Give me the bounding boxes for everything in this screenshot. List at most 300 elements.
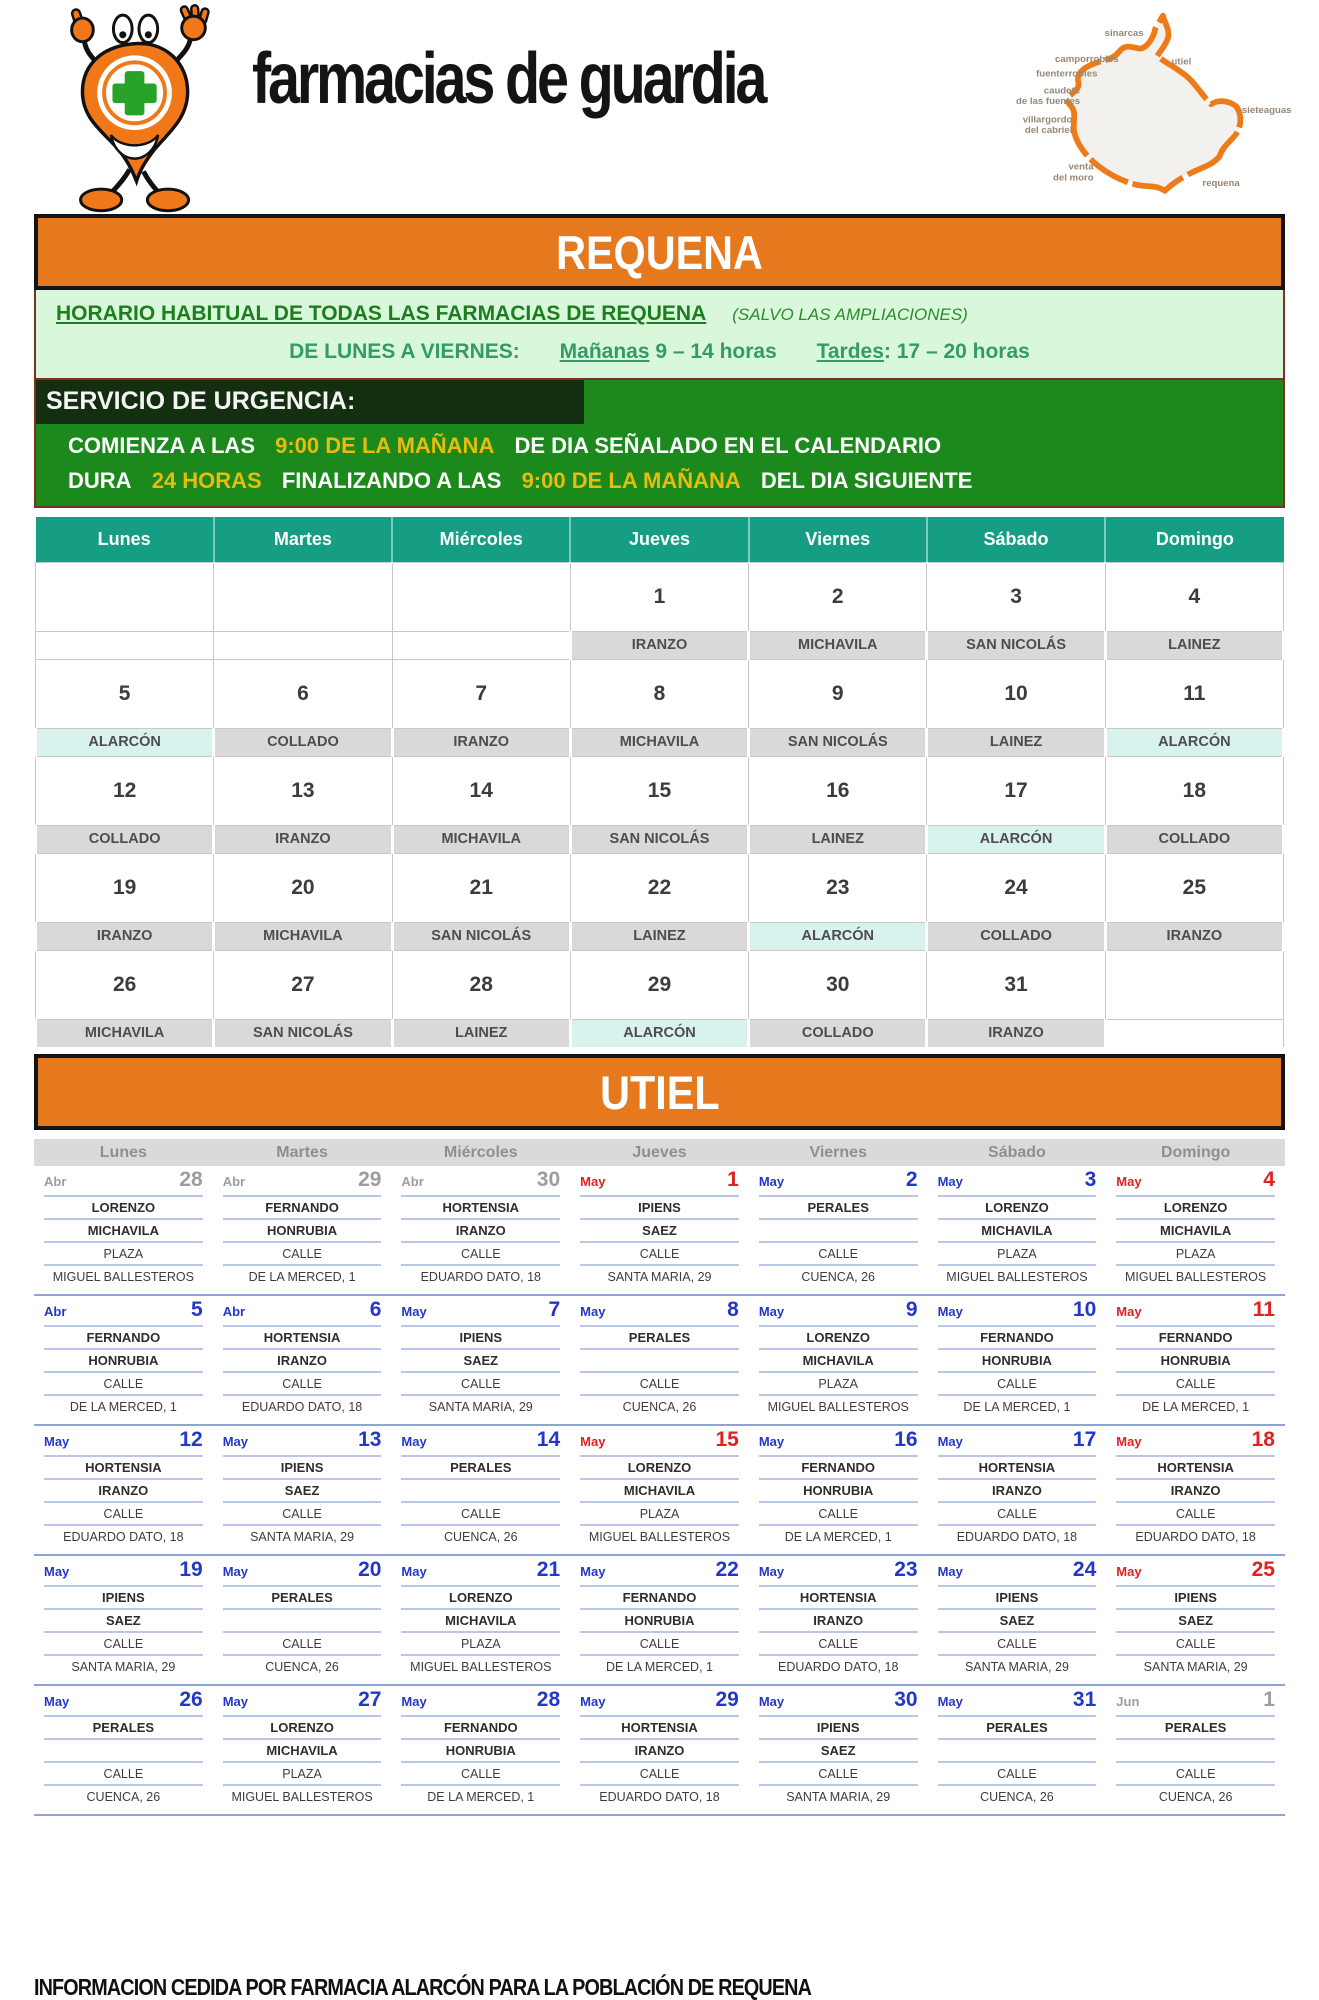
address-line: DE LA MERCED, 1 <box>580 1654 739 1677</box>
utiel-day-cell <box>749 1168 928 1287</box>
month-label: May <box>44 1434 70 1449</box>
month-label: May <box>1116 1304 1142 1319</box>
address-line: PLAZA <box>759 1371 918 1394</box>
evening-hours: : 17 – 20 horas <box>883 340 1030 363</box>
requena-pharmacy-name: MICHAVILA <box>214 922 392 950</box>
requena-pharmacy-name: SAN NICOLÁS <box>392 922 570 950</box>
requena-day-number: 4 <box>1105 562 1283 631</box>
pharmacy-name-line: HORTENSIA <box>580 1715 739 1738</box>
requena-pharmacy-name: COLLADO <box>36 825 214 853</box>
requena-pharmacy-name: MICHAVILA <box>749 631 927 659</box>
requena-day-number: 12 <box>36 756 214 825</box>
requena-pharmacy-name: IRANZO <box>36 922 214 950</box>
address-line: MIGUEL BALLESTEROS <box>401 1654 560 1677</box>
pharmacy-name-line: HORTENSIA <box>401 1195 560 1218</box>
requena-pharmacy-name: SAN NICOLÁS <box>749 728 927 756</box>
pharmacy-name-line: MICHAVILA <box>1116 1218 1275 1241</box>
month-label: May <box>44 1694 70 1709</box>
requena-week-days-row <box>36 950 1284 1019</box>
horario-hours-line <box>50 340 1269 364</box>
requena-day-number: 20 <box>214 853 392 922</box>
pharmacy-name-line <box>1116 1738 1275 1761</box>
requena-calendar-body <box>36 562 1284 1047</box>
month-label: May <box>222 1564 248 1579</box>
utiel-banner-title: UTIEL <box>599 1065 720 1119</box>
address-line: DE LA MERCED, 1 <box>759 1524 918 1547</box>
requena-pharmacy-name <box>1105 1019 1283 1047</box>
requena-pharmacy-name: IRANZO <box>1105 922 1283 950</box>
pharmacy-name-line: IPIENS <box>401 1325 560 1348</box>
urgencia-time: 9:00 DE LA MAÑANA <box>521 468 741 493</box>
utiel-day-cell <box>213 1688 392 1807</box>
requena-day-number: 2 <box>749 562 927 631</box>
pharmacy-name-line: IPIENS <box>44 1585 203 1608</box>
address-line: CUENCA, 26 <box>759 1264 918 1287</box>
weekday-header: Lunes <box>36 517 214 562</box>
requena-pharmacy-name: MICHAVILA <box>36 1019 214 1047</box>
utiel-week-row <box>34 1556 1285 1686</box>
requena-horario-section <box>34 290 1285 378</box>
day-number: 8 <box>727 1298 739 1321</box>
address-line: CALLE <box>401 1501 560 1524</box>
day-number: 30 <box>536 1168 561 1191</box>
footer-credit: INFORMACION CEDIDA POR FARMACIA ALARCÓN PARA LA POBLACIÓN DE REQUENA <box>34 1974 812 2000</box>
pharmacy-name-line: LORENZO <box>1116 1195 1275 1218</box>
day-number: 25 <box>1251 1558 1275 1581</box>
pharmacy-name-line: SAEZ <box>580 1218 739 1241</box>
requena-day-number: 23 <box>749 853 927 922</box>
utiel-day-cell <box>1106 1168 1285 1287</box>
utiel-day-cell <box>34 1428 213 1547</box>
requena-pharmacy-name: MICHAVILA <box>570 728 748 756</box>
pharmacy-name-line: PERALES <box>44 1715 203 1738</box>
pharmacy-name-line: FERNANDO <box>1116 1325 1275 1348</box>
utiel-day-cell <box>391 1168 570 1287</box>
requena-day-number: 7 <box>392 659 570 728</box>
address-line: CALLE <box>938 1371 1097 1394</box>
horario-title: HORARIO HABITUAL DE TODAS LAS FARMACIAS DE REQUENA <box>56 302 707 325</box>
requena-pharmacy-name: COLLADO <box>1105 825 1283 853</box>
requena-day-number: 28 <box>392 950 570 1019</box>
requena-pharmacy-name <box>36 631 214 659</box>
requena-day-number: 14 <box>392 756 570 825</box>
weekday-header: Martes <box>214 517 392 562</box>
address-line: PLAZA <box>223 1761 382 1784</box>
urgencia-duration: 24 HORAS <box>151 468 262 493</box>
utiel-week-row <box>34 1296 1285 1426</box>
month-label: May <box>401 1564 427 1579</box>
requena-day-number: 10 <box>927 659 1105 728</box>
pharmacy-name-line: MICHAVILA <box>401 1608 560 1631</box>
pharmacy-name-line: HORTENSIA <box>759 1585 918 1608</box>
pharmacy-name-line: SAEZ <box>44 1608 203 1631</box>
utiel-day-cell <box>34 1688 213 1807</box>
morning-label: Mañanas <box>559 340 650 363</box>
day-number: 18 <box>1251 1428 1275 1451</box>
servicio-urgencia-section <box>34 378 1285 508</box>
requena-pharmacy-name: ALARCÓN <box>1105 728 1283 756</box>
requena-pharmacy-name: IRANZO <box>214 825 392 853</box>
address-line: SANTA MARIA, 29 <box>44 1654 203 1677</box>
day-number: 11 <box>1252 1298 1275 1321</box>
address-line: CALLE <box>759 1761 918 1784</box>
weekday-header: Martes <box>276 1143 328 1161</box>
address-line: CALLE <box>1116 1761 1275 1784</box>
requena-pharmacy-name: ALARCÓN <box>927 825 1105 853</box>
address-line: CALLE <box>759 1631 918 1654</box>
pharmacy-name-line: MICHAVILA <box>223 1738 382 1761</box>
pharmacy-name-line: HONRUBIA <box>938 1348 1097 1371</box>
utiel-day-cell <box>570 1428 749 1547</box>
address-line: CALLE <box>1116 1371 1275 1394</box>
pharmacy-name-line: LORENZO <box>44 1195 203 1218</box>
requena-day-number: 29 <box>570 950 748 1019</box>
pharmacy-name-line: PERALES <box>401 1455 560 1478</box>
address-line: SANTA MARIA, 29 <box>401 1394 560 1417</box>
urgencia-line-2 <box>36 459 1283 494</box>
day-number: 29 <box>715 1688 739 1711</box>
mascot-left-glove <box>71 8 93 41</box>
address-line: DE LA MERCED, 1 <box>401 1784 560 1807</box>
day-number: 15 <box>715 1428 739 1451</box>
address-line: CALLE <box>580 1761 739 1784</box>
weekday-header: Domingo <box>1160 1143 1231 1161</box>
requena-pharmacy-name: LAINEZ <box>1105 631 1283 659</box>
day-number: 20 <box>358 1558 382 1581</box>
morning-hours: 9 – 14 horas <box>655 340 777 363</box>
requena-week-days-row <box>36 756 1284 825</box>
month-label: May <box>580 1564 606 1579</box>
pharmacy-name-line: PERALES <box>1116 1715 1275 1738</box>
address-line: PLAZA <box>580 1501 739 1524</box>
requena-pharmacy-name: LAINEZ <box>392 1019 570 1047</box>
requena-pharmacy-name: COLLADO <box>214 728 392 756</box>
utiel-day-cell <box>928 1428 1107 1547</box>
day-number: 29 <box>358 1168 382 1191</box>
requena-day-number: 6 <box>214 659 392 728</box>
requena-day-number: 15 <box>570 756 748 825</box>
requena-pharmacy-name: COLLADO <box>927 922 1105 950</box>
weekday-header: Viernes <box>749 517 927 562</box>
month-label: Abr <box>222 1304 246 1319</box>
address-line: CUENCA, 26 <box>401 1524 560 1547</box>
requena-pharmacy-name: LAINEZ <box>570 922 748 950</box>
day-number: 1 <box>727 1168 739 1191</box>
requena-day-number: 18 <box>1105 756 1283 825</box>
day-number: 12 <box>179 1428 203 1451</box>
address-line: EDUARDO DATO, 18 <box>938 1524 1097 1547</box>
address-line: CALLE <box>580 1241 739 1264</box>
day-number: 10 <box>1072 1298 1097 1321</box>
requena-week-pharmacies-row <box>36 631 1284 659</box>
weekday-header: Lunes <box>99 1143 147 1161</box>
pharmacy-name-line: LORENZO <box>223 1715 382 1738</box>
map-label: fuenterrobles <box>1036 68 1098 80</box>
month-label: May <box>580 1434 606 1449</box>
pharmacy-name-line: MICHAVILA <box>580 1478 739 1501</box>
requena-pharmacy-name: IRANZO <box>392 728 570 756</box>
month-label: Abr <box>44 1174 67 1189</box>
day-number: 23 <box>894 1558 918 1581</box>
utiel-day-cell <box>749 1428 928 1547</box>
address-line: CALLE <box>1116 1631 1275 1654</box>
utiel-day-cell <box>213 1428 392 1547</box>
address-line: SANTA MARIA, 29 <box>223 1524 382 1547</box>
utiel-day-cell <box>1106 1688 1285 1807</box>
requena-day-number: 3 <box>927 562 1105 631</box>
month-label: May <box>1116 1434 1142 1449</box>
day-number: 16 <box>894 1428 918 1451</box>
month-label: May <box>44 1564 70 1579</box>
day-number: 7 <box>548 1298 561 1321</box>
address-line: DE LA MERCED, 1 <box>223 1264 382 1287</box>
utiel-day-cell <box>34 1298 213 1417</box>
urgencia-text: FINALIZANDO A LAS <box>281 468 502 493</box>
weekday-header: Domingo <box>1105 517 1283 562</box>
day-number: 24 <box>1072 1558 1097 1581</box>
pharmacy-name-line: SAEZ <box>1116 1608 1275 1631</box>
utiel-day-cell <box>391 1428 570 1547</box>
urgencia-text: COMIENZA A LAS <box>68 433 255 458</box>
requena-day-number: 19 <box>36 853 214 922</box>
day-number: 13 <box>358 1428 382 1451</box>
pharmacy-name-line: IRANZO <box>580 1738 739 1761</box>
month-label: May <box>758 1434 785 1449</box>
pharmacy-name-line: SAEZ <box>401 1348 560 1371</box>
address-line: DE LA MERCED, 1 <box>1116 1394 1275 1417</box>
requena-week-pharmacies-row <box>36 1019 1284 1047</box>
address-line: CUENCA, 26 <box>580 1394 739 1417</box>
map-label: utiel <box>1171 56 1192 68</box>
day-number: 3 <box>1084 1168 1097 1191</box>
month-label: May <box>758 1304 785 1319</box>
address-line: CALLE <box>44 1371 203 1394</box>
weekday-header: Miércoles <box>443 1143 518 1161</box>
utiel-day-cell <box>213 1298 392 1417</box>
pharmacy-name-line: HONRUBIA <box>580 1608 739 1631</box>
pharmacy-name-line: HORTENSIA <box>223 1325 382 1348</box>
pharmacy-name-line: LORENZO <box>938 1195 1097 1218</box>
weekday-header: Jueves <box>570 517 748 562</box>
utiel-day-cell <box>1106 1298 1285 1417</box>
day-number: 6 <box>369 1298 382 1321</box>
urgencia-text: DE DIA SEÑALADO EN EL CALENDARIO <box>514 433 942 458</box>
address-line: CALLE <box>44 1761 203 1784</box>
pharmacy-name-line: FERNANDO <box>401 1715 560 1738</box>
address-line: EDUARDO DATO, 18 <box>580 1784 739 1807</box>
pharmacy-name-line: PERALES <box>938 1715 1097 1738</box>
address-line: MIGUEL BALLESTEROS <box>759 1394 918 1417</box>
address-line: SANTA MARIA, 29 <box>759 1784 918 1807</box>
pharmacy-name-line: LORENZO <box>401 1585 560 1608</box>
requena-week-days-row <box>36 562 1284 631</box>
utiel-calendar-weeks <box>34 1166 1285 1816</box>
map-label: sieteaguas <box>1241 104 1292 116</box>
day-number: 17 <box>1072 1428 1097 1451</box>
day-number: 19 <box>179 1558 203 1581</box>
address-line: CALLE <box>44 1631 203 1654</box>
address-line: CALLE <box>401 1371 560 1394</box>
requena-day-number: 1 <box>570 562 748 631</box>
pharmacy-name-line: HONRUBIA <box>44 1348 203 1371</box>
utiel-day-cell <box>749 1558 928 1677</box>
pharmacy-name-line: HORTENSIA <box>938 1455 1097 1478</box>
page-header <box>0 0 1319 214</box>
requena-day-number: 17 <box>927 756 1105 825</box>
pharmacy-name-line: IRANZO <box>223 1348 382 1371</box>
pharmacy-name-line <box>580 1348 739 1371</box>
requena-banner <box>34 214 1285 290</box>
requena-day-number: 25 <box>1105 853 1283 922</box>
utiel-calendar-header-row <box>34 1139 1285 1166</box>
requena-pharmacy-name: ALARCÓN <box>570 1019 748 1047</box>
day-number: 28 <box>536 1688 561 1711</box>
pharmacy-name-line: PERALES <box>223 1585 382 1608</box>
month-label: May <box>401 1434 427 1449</box>
utiel-week-row <box>34 1426 1285 1556</box>
pharmacy-name-line: SAEZ <box>759 1738 918 1761</box>
pharmacy-name-line: HONRUBIA <box>1116 1348 1275 1371</box>
pharmacy-name-line: MICHAVILA <box>44 1218 203 1241</box>
requena-day-number: 8 <box>570 659 748 728</box>
map-label: caudete de las fuentes <box>1015 85 1081 108</box>
address-line: MIGUEL BALLESTEROS <box>44 1264 203 1287</box>
requena-pharmacy-name: SAN NICOLÁS <box>927 631 1105 659</box>
utiel-week-row <box>34 1686 1285 1816</box>
utiel-banner <box>34 1054 1285 1130</box>
month-label: May <box>580 1694 606 1709</box>
weekday-header: Miércoles <box>392 517 570 562</box>
requena-pharmacy-name: MICHAVILA <box>392 825 570 853</box>
requena-day-number: 5 <box>36 659 214 728</box>
pharmacy-mascot-icon <box>52 4 224 214</box>
requena-day-number: 11 <box>1105 659 1283 728</box>
requena-banner-title: REQUENA <box>556 225 763 279</box>
pharmacy-name-line: LORENZO <box>580 1455 739 1478</box>
day-number: 31 <box>1072 1688 1097 1711</box>
requena-day-number: 24 <box>927 853 1105 922</box>
requena-pharmacy-name: ALARCÓN <box>36 728 214 756</box>
pharmacy-name-line <box>44 1738 203 1761</box>
pharmacy-name-line: SAEZ <box>938 1608 1097 1631</box>
month-label: May <box>580 1304 606 1319</box>
pharmacy-name-line: IRANZO <box>1116 1478 1275 1501</box>
address-line: CALLE <box>938 1761 1097 1784</box>
month-label: May <box>758 1174 785 1189</box>
requena-week-pharmacies-row <box>36 825 1284 853</box>
address-line: DE LA MERCED, 1 <box>938 1394 1097 1417</box>
utiel-day-cell <box>34 1558 213 1677</box>
address-line: CALLE <box>223 1241 382 1264</box>
month-label: Jun <box>1116 1694 1140 1709</box>
address-line: PLAZA <box>938 1241 1097 1264</box>
month-label: May <box>937 1694 963 1709</box>
address-line: SANTA MARIA, 29 <box>580 1264 739 1287</box>
address-line: EDUARDO DATO, 18 <box>1116 1524 1275 1547</box>
requena-pharmacy-name: ALARCÓN <box>749 922 927 950</box>
address-line: CALLE <box>44 1501 203 1524</box>
day-number: 28 <box>179 1168 203 1191</box>
requena-week-days-row <box>36 853 1284 922</box>
month-label: May <box>937 1174 963 1189</box>
requena-day-number: 16 <box>749 756 927 825</box>
urgencia-label: SERVICIO DE URGENCIA: <box>36 380 584 424</box>
requena-day-number: 27 <box>214 950 392 1019</box>
month-label: May <box>401 1694 427 1709</box>
requena-pharmacy-name: SAN NICOLÁS <box>570 825 748 853</box>
month-label: May <box>937 1564 963 1579</box>
utiel-day-cell <box>928 1168 1107 1287</box>
pharmacy-name-line: FERNANDO <box>44 1325 203 1348</box>
address-line: MIGUEL BALLESTEROS <box>223 1784 382 1807</box>
utiel-day-cell <box>391 1558 570 1677</box>
month-label: May <box>937 1434 963 1449</box>
day-number: 26 <box>179 1688 203 1711</box>
requena-day-number: 9 <box>749 659 927 728</box>
requena-day-number: 30 <box>749 950 927 1019</box>
address-line: SANTA MARIA, 29 <box>1116 1654 1275 1677</box>
urgencia-time: 9:00 DE LA MAÑANA <box>275 433 495 458</box>
urgencia-line-1 <box>36 424 1283 459</box>
address-line: CUENCA, 26 <box>44 1784 203 1807</box>
map-label: camporrobles <box>1055 53 1119 65</box>
address-line: MIGUEL BALLESTEROS <box>580 1524 739 1547</box>
utiel-day-cell <box>1106 1558 1285 1677</box>
pharmacy-name-line: HONRUBIA <box>759 1478 918 1501</box>
requena-day-number <box>214 562 392 631</box>
utiel-day-cell <box>34 1168 213 1287</box>
requena-pharmacy-name: LAINEZ <box>749 825 927 853</box>
day-number: 21 <box>536 1558 561 1581</box>
requena-week-pharmacies-row <box>36 922 1284 950</box>
address-line: EDUARDO DATO, 18 <box>401 1264 560 1287</box>
month-label: May <box>401 1304 427 1319</box>
address-line: CALLE <box>580 1631 739 1654</box>
month-label: May <box>580 1174 606 1189</box>
pharmacy-name-line <box>938 1738 1097 1761</box>
day-number: 5 <box>191 1298 203 1321</box>
utiel-day-cell <box>213 1558 392 1677</box>
comarca-map <box>1009 6 1311 213</box>
map-label: requena <box>1202 178 1240 190</box>
pharmacy-name-line: IPIENS <box>580 1195 739 1218</box>
pharmacy-name-line: PERALES <box>580 1325 739 1348</box>
address-line: CALLE <box>580 1371 739 1394</box>
requena-day-number: 22 <box>570 853 748 922</box>
address-line: PLAZA <box>401 1631 560 1654</box>
pharmacy-name-line: IRANZO <box>938 1478 1097 1501</box>
requena-calendar <box>34 517 1285 1047</box>
requena-day-number <box>36 562 214 631</box>
weekday-header: Sábado <box>988 1143 1046 1161</box>
utiel-day-cell <box>749 1688 928 1807</box>
address-line: EDUARDO DATO, 18 <box>223 1394 382 1417</box>
month-label: May <box>222 1694 248 1709</box>
horario-note: (SALVO LAS AMPLIACIONES) <box>732 305 968 324</box>
pharmacy-name-line <box>759 1218 918 1241</box>
requena-pharmacy-name <box>392 631 570 659</box>
address-line: EDUARDO DATO, 18 <box>759 1654 918 1677</box>
utiel-day-cell <box>570 1298 749 1417</box>
pharmacy-name-line: HORTENSIA <box>1116 1455 1275 1478</box>
requena-week-pharmacies-row <box>36 728 1284 756</box>
pharmacy-name-line: IRANZO <box>401 1218 560 1241</box>
weekday-header: Sábado <box>927 517 1105 562</box>
address-line: EDUARDO DATO, 18 <box>44 1524 203 1547</box>
pharmacy-name-line: PERALES <box>759 1195 918 1218</box>
address-line: CALLE <box>401 1761 560 1784</box>
address-line: CALLE <box>223 1371 382 1394</box>
